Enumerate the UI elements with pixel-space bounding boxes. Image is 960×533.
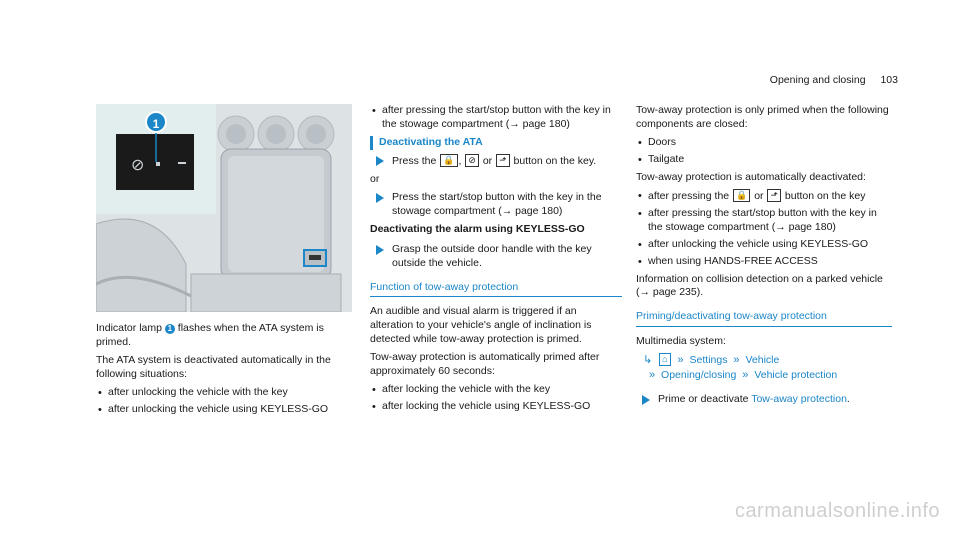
text: Prime or deactivate [658, 393, 749, 406]
multimedia-label: Multimedia system: [636, 335, 726, 348]
step-arrow-icon [376, 193, 384, 203]
deactivating-ata-heading: Deactivating the ATA [370, 136, 622, 150]
page-number: 103 [880, 74, 898, 86]
lock-key-icon: 🔒 [733, 189, 750, 202]
text: button on the key [784, 189, 866, 202]
tailgate-key-icon: ⬏ [767, 189, 781, 202]
chevron-icon: » [649, 369, 656, 382]
paragraph: Tow-away protection is automatically primed after approximately 60 seconds: [370, 351, 600, 378]
bullet-list [370, 104, 622, 132]
lock-key-icon: 🔒 [440, 154, 457, 167]
list-item [636, 189, 892, 204]
list-item: • after pressing the start/stop button with the key in the stowage compartment (→ page 180) [370, 104, 622, 132]
chevron-icon: » [677, 354, 684, 367]
path-vehicle-protection: Vehicle protection [754, 369, 838, 382]
path-vehicle: Vehicle [745, 354, 780, 367]
indicator-badge: 1 [165, 324, 175, 334]
list-item: • after unlocking the vehicle with the key [96, 386, 352, 400]
deactivation-paragraph: The ATA system is deactivated automatically in the following situations: [96, 353, 331, 380]
text: flashes when the ATA system is primed. [96, 322, 324, 348]
text: . [846, 393, 850, 406]
instruction-step [370, 191, 622, 219]
step-arrow-icon [376, 245, 384, 255]
column-3 [636, 104, 892, 411]
text: Press the [392, 154, 437, 167]
or-text: or [370, 172, 380, 185]
bullet-list [636, 136, 892, 167]
paragraph: Tow-away protection is only primed when the following components are closed: [636, 104, 889, 130]
bullet-list [96, 386, 352, 417]
or-text: or [754, 189, 764, 202]
priming-heading: Priming/deactivating tow-away protection [636, 310, 892, 327]
instruction-step: Press the 🔒 , ⊘ or ⬏ button on the key. [370, 154, 622, 169]
text: after pressing the [648, 189, 730, 202]
list-item: • after locking the vehicle using KEYLESS-GO [370, 400, 622, 414]
step-arrow-icon [376, 156, 384, 166]
bullet-list [370, 383, 622, 414]
svg-text:⊘: ⊘ [131, 155, 145, 174]
menu-path-line [640, 368, 892, 383]
text: Press the start/stop button with the key in the stowage compartment (→ page 180) [392, 190, 602, 217]
text: Indicator lamp [96, 322, 162, 334]
home-icon: ⌂ [659, 353, 670, 366]
tow-away-link: Tow-away protection [751, 393, 847, 406]
text: Grasp the outside door handle with the key outside the vehicle. [392, 242, 592, 269]
paragraph: An audible and visual alarm is triggered if an alteration to your vehicle's angle of inclination is detected while tow-away protection is primed. [370, 305, 592, 346]
page-header [770, 74, 898, 88]
tailgate-key-icon: ⬏ [496, 154, 510, 167]
unlock-key-icon: ⊘ [465, 154, 479, 167]
bullet-list [636, 189, 892, 269]
indicator-paragraph [96, 322, 352, 350]
list-item: • Doors [636, 136, 892, 150]
watermark: carmanualsonline.info [734, 500, 940, 523]
dashboard-photo [96, 104, 352, 312]
instruction-step [636, 393, 892, 407]
path-opening-closing: Opening/closing [661, 369, 737, 382]
list-item: • after locking the vehicle with the key [370, 383, 622, 397]
or-text: or [482, 154, 493, 167]
chevron-icon: » [742, 369, 749, 382]
chevron-icon: » [733, 354, 740, 367]
callout-number: 1 [145, 111, 167, 133]
keyless-go-heading: Deactivating the alarm using KEYLESS-GO [370, 222, 585, 235]
dashboard-illustration [96, 104, 352, 312]
text: button on the key. [513, 154, 597, 167]
column-2 [370, 104, 622, 418]
list-item: • after unlocking the vehicle using KEYLESS-GO [96, 403, 352, 417]
menu-path [636, 353, 892, 383]
return-arrow-icon: ↳ [643, 354, 653, 367]
list-item: • Tailgate [636, 153, 892, 167]
step-arrow-icon [642, 395, 650, 405]
path-settings: Settings [689, 354, 728, 367]
paragraph: Information on collision detection on a parked vehicle (→ page 235). [636, 272, 883, 299]
list-item: • after pressing the start/stop button with the key in the stowage compartment (→ page 180) [636, 207, 892, 235]
list-item: • when using HANDS-FREE ACCESS [636, 255, 892, 269]
function-heading: Function of tow-away protection [370, 281, 622, 298]
instruction-step [370, 243, 622, 271]
list-item: • after unlocking the vehicle using KEYLESS-GO [636, 238, 892, 252]
paragraph: Tow-away protection is automatically deactivated: [636, 170, 866, 183]
menu-path-line [640, 353, 892, 368]
header-title: Opening and closing [769, 74, 866, 86]
column-1 [96, 322, 352, 421]
